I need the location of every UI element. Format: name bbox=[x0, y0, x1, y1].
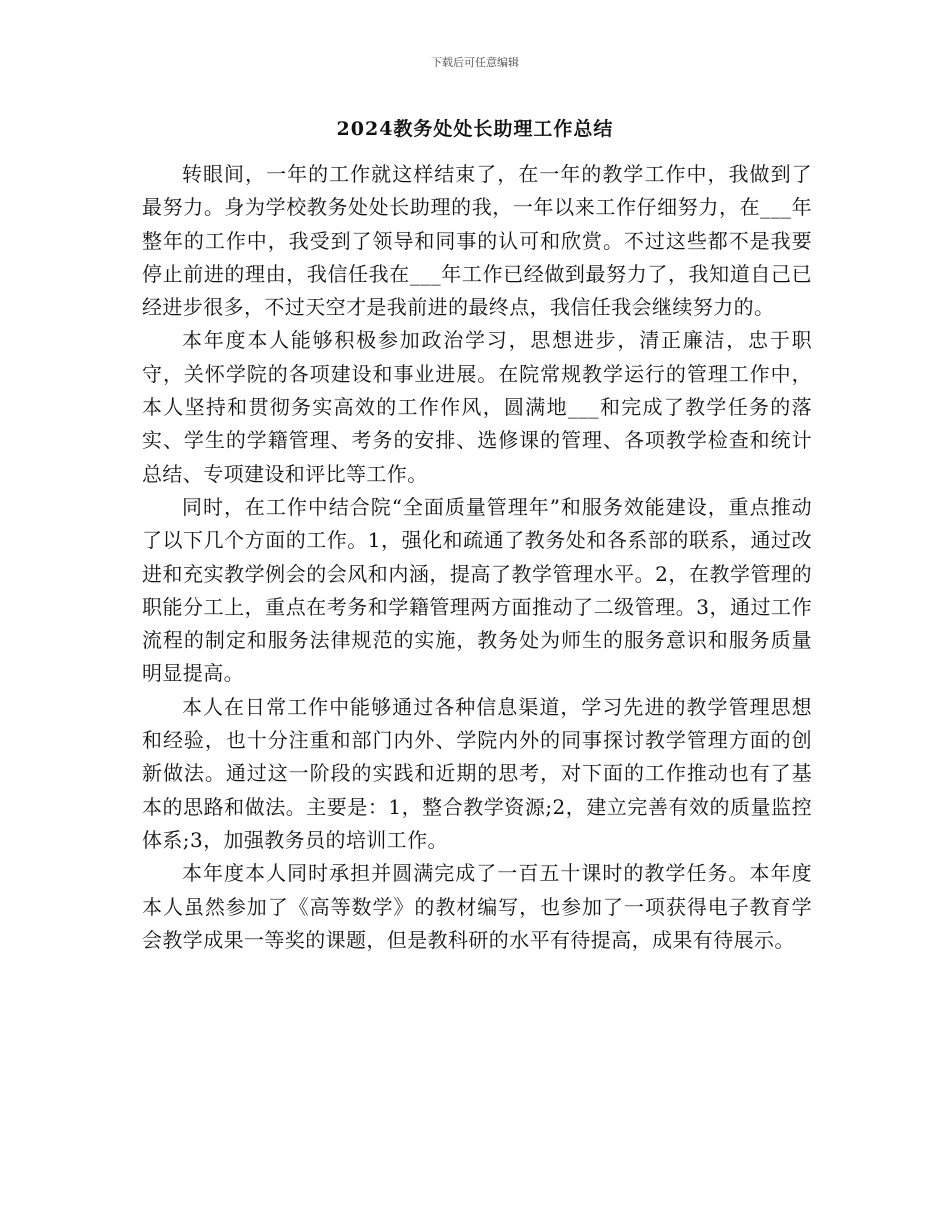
header-note: 下载后可任意编辑 bbox=[431, 56, 519, 69]
document-body bbox=[142, 158, 812, 957]
paragraph: 本年度本人能够积极参加政治学习，思想进步，清正廉洁，忠于职守，关怀学院的各项建设和事业进展。在院常规教学运行的管理工作中，本人坚持和贯彻务实高效的工作作风，圆满地___和完成了教学任务的落实、学生的学籍管理、考务的安排、选修课的管理、各项教学检查和统计总结、专项建设和评比等工作。 bbox=[142, 328, 812, 486]
document-title: 2024教务处处长助理工作总结 bbox=[336, 118, 614, 140]
paragraph: 同时，在工作中结合院“全面质量管理年”和服务效能建设，重点推动了以下几个方面的工作。1，强化和疏通了教务处和各系部的联系，通过改进和充实教学例会的会风和内涵，提高了教学管理水平。2，在教学管理的职能分工上，重点在考务和学籍管理两方面推动了二级管理。3，通过工作流程的制定和服务法律规范的实施，教务处为师生的服务意识和服务质量明显提高。 bbox=[142, 494, 812, 686]
paragraph: 本年度本人同时承担并圆满完成了一百五十课时的教学任务。本年度本人虽然参加了《高等数学》的教材编写，也参加了一项获得电子教育学会教学成果一等奖的课题，但是教科研的水平有待提高，成果有待展示。 bbox=[142, 861, 812, 952]
paragraph: 本人在日常工作中能够通过各种信息渠道，学习先进的教学管理思想和经验，也十分注重和部门内外、学院内外的同事探讨教学管理方面的创新做法。通过这一阶段的实践和近期的思考，对下面的工作推动也有了基本的思路和做法。主要是：1，整合教学资源;2，建立完善有效的质量监控体系;3，加强教务员的培训工作。 bbox=[142, 694, 812, 852]
paragraph: 转眼间，一年的工作就这样结束了，在一年的教学工作中，我做到了最努力。身为学校教务处处长助理的我，一年以来工作仔细努力，在___年整年的工作中，我受到了领导和同事的认可和欣赏。不过这些都不是我要停止前进的理由，我信任我在___年工作已经做到最努力了，我知道自己已经进步很多，不过天空才是我前进的最终点，我信任我会继续努力的。 bbox=[142, 162, 812, 320]
